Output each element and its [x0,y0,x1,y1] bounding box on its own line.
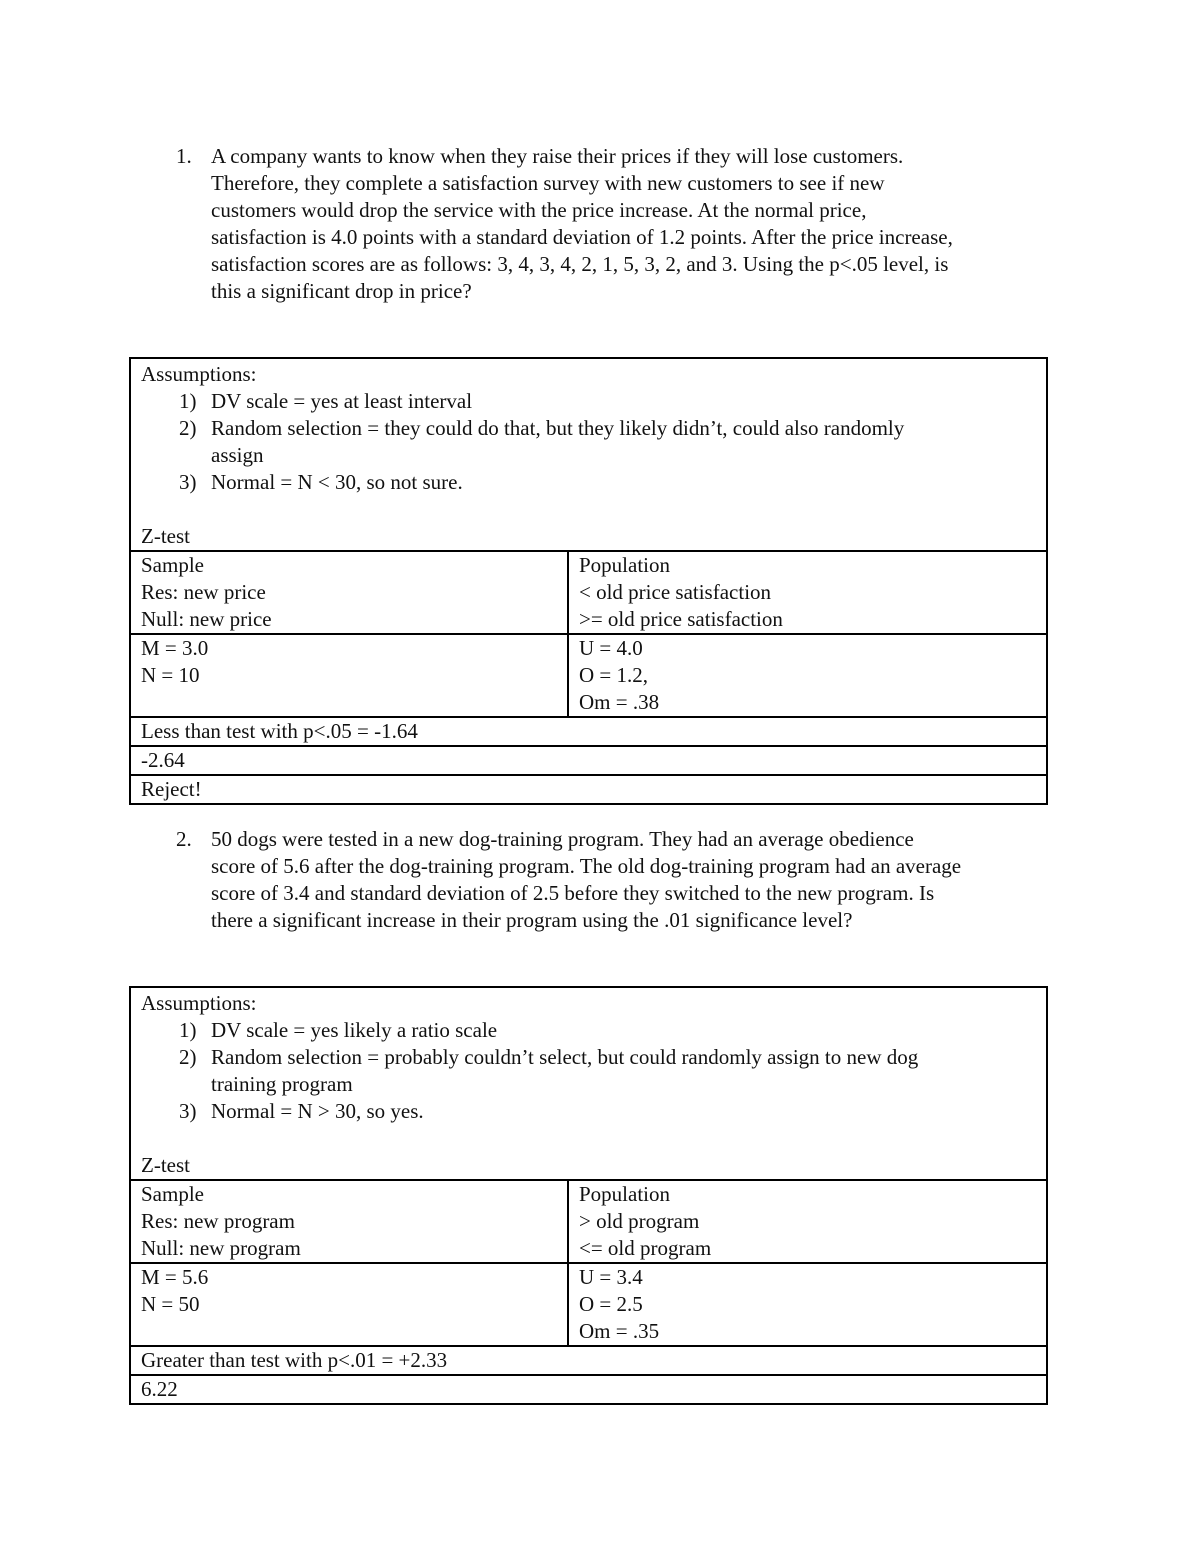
research-hypothesis-population: > old program [579,1209,700,1233]
assumption-number: 1) [179,389,197,413]
critical-row [130,1346,1047,1375]
question-1-line: A company wants to know when they raise their prices if they will lose customers. [211,144,904,168]
z-score: 6.22 [130,1375,1047,1404]
question-2 [176,826,1076,934]
z-score: -2.64 [130,746,1047,775]
population-values-cell [568,1263,1047,1346]
assumption-text: DV scale = yes at least interval [211,389,473,413]
research-hypothesis-sample: Res: new price [141,580,266,604]
assumption-item [141,388,1036,415]
question-2-work-table [129,986,1048,1405]
spacer [141,1125,1036,1152]
question-1-line: satisfaction scores are as follows: 3, 4, 3, 4, 2, 1, 5, 3, 2, and 3. Using the p<.05 level, is [211,252,949,276]
sample-header-cell [130,1180,568,1263]
assumption-item [141,1044,1036,1098]
sample-size: N = 10 [141,663,200,687]
question-1-line: customers would drop the service with the price increase. At the normal price, [211,198,867,222]
assumption-text: Normal = N < 30, so not sure. [211,470,463,494]
assumption-number: 2) [179,1045,197,1069]
population-sd: O = 2.5 [579,1292,643,1316]
critical-value: Less than test with p<.05 = -1.64 [130,717,1047,746]
question-2-line: 50 dogs were tested in a new dog-training program. They had an average obedience [211,827,914,851]
sample-mean: M = 5.6 [141,1265,209,1289]
decision: Reject! [130,775,1047,804]
assumption-item [141,1017,1036,1044]
population-mean: U = 4.0 [579,636,643,660]
sample-size: N = 50 [141,1292,200,1316]
hypothesis-row [130,1180,1047,1263]
assumptions-cell [130,987,1047,1180]
question-1-line: satisfaction is 4.0 points with a standard deviation of 1.2 points. After the price increase, [211,225,953,249]
question-1-work-table [129,357,1048,805]
hypothesis-row [130,551,1047,634]
question-2-number: 2. [176,827,192,851]
null-hypothesis-population: <= old program [579,1236,712,1260]
spacer [141,496,1036,523]
values-row [130,634,1047,717]
population-header-cell [568,551,1047,634]
question-1 [176,143,1076,305]
standard-error: Om = .35 [579,1319,660,1343]
standard-error: Om = .38 [579,690,660,714]
assumptions-list [141,1017,1036,1125]
sample-values-cell [130,1263,568,1346]
assumptions-row [130,987,1047,1180]
assumptions-cell [130,358,1047,551]
assumptions-list [141,388,1036,496]
question-1-text [211,143,1076,305]
population-header-cell [568,1180,1047,1263]
question-2-line: there a significant increase in their program using the .01 significance level? [211,908,853,932]
question-1-line: this a significant drop in price? [211,279,472,303]
values-row [130,1263,1047,1346]
critical-row [130,717,1047,746]
sample-label: Sample [141,1182,204,1206]
critical-value: Greater than test with p<.01 = +2.33 [130,1346,1047,1375]
assumption-text: Random selection = they could do that, but they likely didn’t, could also randomly [211,416,905,440]
null-hypothesis-sample: Null: new program [141,1236,301,1260]
population-mean: U = 3.4 [579,1265,643,1289]
zscore-row [130,1375,1047,1404]
population-label: Population [579,553,671,577]
sample-label: Sample [141,553,204,577]
test-name: Z-test [141,524,190,548]
question-2-text [211,826,1076,934]
sample-header-cell [130,551,568,634]
assumption-number: 2) [179,416,197,440]
assumption-number: 1) [179,1018,197,1042]
assumption-item [141,469,1036,496]
assumption-text: DV scale = yes likely a ratio scale [211,1018,498,1042]
assumption-number: 3) [179,1099,197,1123]
test-name: Z-test [141,1153,190,1177]
assumption-text: assign [211,443,264,467]
assumption-text: training program [211,1072,353,1096]
zscore-row [130,746,1047,775]
assumption-text: Random selection = probably couldn’t select, but could randomly assign to new dog [211,1045,919,1069]
assumption-number: 3) [179,470,197,494]
population-sd: O = 1.2, [579,663,649,687]
assumptions-row [130,358,1047,551]
null-hypothesis-sample: Null: new price [141,607,272,631]
assumption-item [141,1098,1036,1125]
question-2-line: score of 5.6 after the dog-training program. The old dog-training program had an average [211,854,962,878]
null-hypothesis-population: >= old price satisfaction [579,607,783,631]
assumption-text: Normal = N > 30, so yes. [211,1099,424,1123]
assumption-item [141,415,1036,469]
assumptions-title: Assumptions: [141,362,257,386]
assumptions-title: Assumptions: [141,991,257,1015]
question-1-number: 1. [176,144,192,168]
decision-row [130,775,1047,804]
sample-values-cell [130,634,568,717]
research-hypothesis-sample: Res: new program [141,1209,295,1233]
sample-mean: M = 3.0 [141,636,209,660]
research-hypothesis-population: < old price satisfaction [579,580,772,604]
population-label: Population [579,1182,671,1206]
population-values-cell [568,634,1047,717]
question-1-line: Therefore, they complete a satisfaction survey with new customers to see if new [211,171,885,195]
question-2-line: score of 3.4 and standard deviation of 2.5 before they switched to the new program. Is [211,881,935,905]
